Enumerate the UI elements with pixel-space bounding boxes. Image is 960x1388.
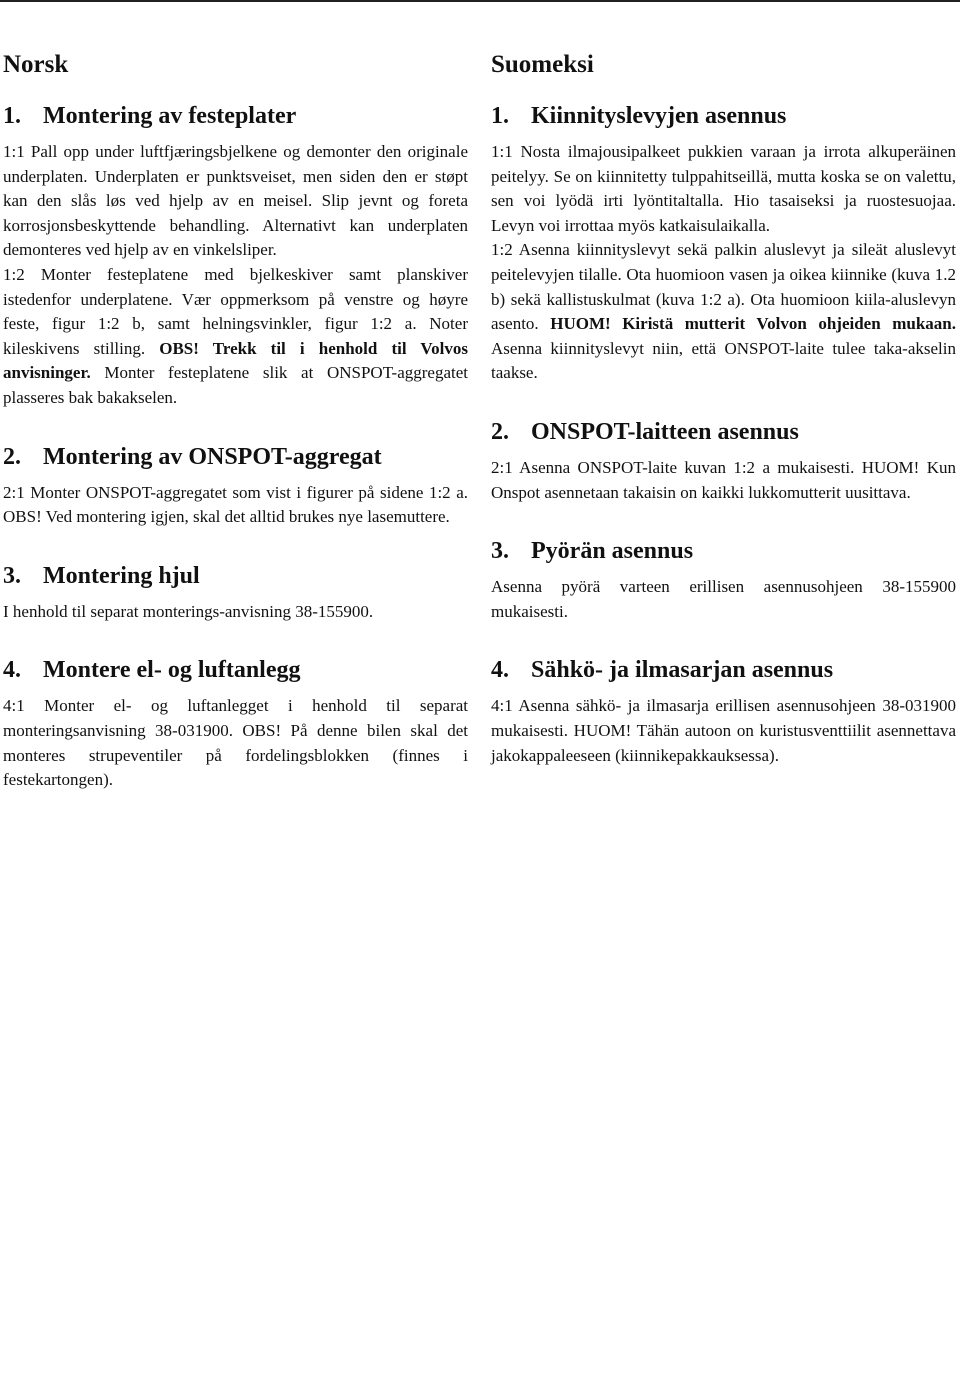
section-title [491,416,956,448]
language-heading: Norsk [3,51,69,78]
section-4 [3,654,468,792]
section-title-text: Sähkö- ja ilmasarjan asennus [531,657,834,684]
column-finnish [491,48,956,798]
section-2 [3,441,468,530]
section-title-text: Montering av festeplater [43,103,297,129]
section-title [3,654,468,686]
warning-text: OBS! Trekk til i henhold til Volvos anvisninger. [3,338,468,383]
paragraph: 4:1 Asenna sähkö- ja ilmasarja erillisen asennusohjeen 38-031900 mukaisesti. HUOM! Tähän autoon on kuristusventtiilit asennettava jakokappaleeseen (kiinnikepakkauksessa). [491,696,956,765]
section-number: 3. [3,562,21,589]
section-2 [491,416,956,505]
section-3 [491,535,956,624]
section-3 [3,560,468,625]
section-title [491,100,956,132]
paragraph-text: 1:2 Monter festeplatene med bjelkeskiver samt planskiver istedenfor underplatene. Vær oppmerksom på venstre og høyre feste, figur 1:2 b, samt helningsvinkler, figur 1:2 a. Noter kileskivens stilling. [3,264,468,358]
section-title [3,560,468,592]
section-title-text: Montering hjul [43,562,200,589]
paragraph: 2:1 Monter ONSPOT-aggregatet som vist i figurer på sidene 1:2 a. OBS! Ved montering igjen, skal det alltid brukes nye lasemuttere. [3,482,468,527]
section-number: 4. [491,657,509,684]
section-title-text: Pyörän asennus [531,538,694,565]
section-number: 2. [3,443,21,470]
paragraph: Asenna pyörä varteen erillisen asennusohjeen 38-155900 mukaisesti. [491,577,956,621]
paragraph [491,238,956,386]
top-rule [0,0,960,2]
section-title [3,441,468,473]
section-number: 3. [491,538,509,565]
paragraph: 1:1 Nosta ilmajousipalkeet pukkien varaan ja irrota alkuperäinen peitelyy. Se on kiinnitetty tulppahitseillä, mutta koska se on valettu, sen voi lyödä irti lyöntitaltalla. Hio tasaiseksi ja ruostesuojaa. Levyn voi irrottaa myös katkaisulaikalla. [491,142,956,235]
section-number: 4. [3,657,21,684]
paragraph: I henhold til separat monterings-anvisning 38-155900. [3,601,374,621]
language-heading: Suomeksi [491,51,594,78]
column-norwegian [3,48,468,823]
warning-text: HUOM! Kiristä mutterit Volvon ohjeiden mukaan. [550,314,956,334]
paragraph: 4:1 Monter el- og luftanlegget i henhold til separat monteringsanvisning 38-031900. OBS! På denne bilen skal det monteres strupeventiler på fordelingsblokken (finnes i festekartongen). [3,696,468,790]
section-title-text: Montere el- og luftanlegg [43,657,301,684]
paragraph: 1:1 Pall opp under luftfjæringsbjelkene og demonter den originale underplaten. Underplaten er punktsveiset, men siden den er støpt kan den slås løs ved hjelp av en meisel. Slip jevnt og foreta korrosjonsbeskyttende behandling. Alternativt kan underplaten demonteres ved hjelp av en vinkelsliper. [3,142,468,260]
paragraph: 2:1 Asenna ONSPOT-laite kuvan 1:2 a mukaisesti. HUOM! Kun Onspot asennetaan takaisin on kaikki lukkomutterit uusittava. [491,457,956,502]
paragraph-text: 1:2 Asenna kiinnityslevyt sekä palkin aluslevyt ja sileät aluslevyt peitelevyjen tilalle. Ota huomioon vasen ja oikea kiinnike (kuva 1.2 b) sekä kallistuskulmat (kuva 1:2 a). Ota huomioon kiila-aluslevyn asento. [491,240,956,334]
section-title [491,535,956,567]
section-title-text: ONSPOT-laitteen asennus [531,418,799,445]
section-title-text: Kiinnityslevyjen asennus [531,103,787,129]
section-1 [491,100,956,386]
section-title-text: Montering av ONSPOT-aggregat [43,443,382,470]
section-title [491,654,956,686]
paragraph [3,263,468,411]
paragraph-text: Monter festeplatene slik at ONSPOT-aggregatet plasseres bak bakakselen. [3,363,468,407]
section-number: 2. [491,418,509,445]
section-number: 1. [3,103,21,129]
section-number: 1. [491,103,509,129]
section-1 [3,100,468,411]
paragraph-text: Asenna kiinnityslevyt niin, että ONSPOT-laite tulee taka-akselin taakse. [491,338,956,383]
section-title [3,100,468,132]
section-4 [491,654,956,768]
